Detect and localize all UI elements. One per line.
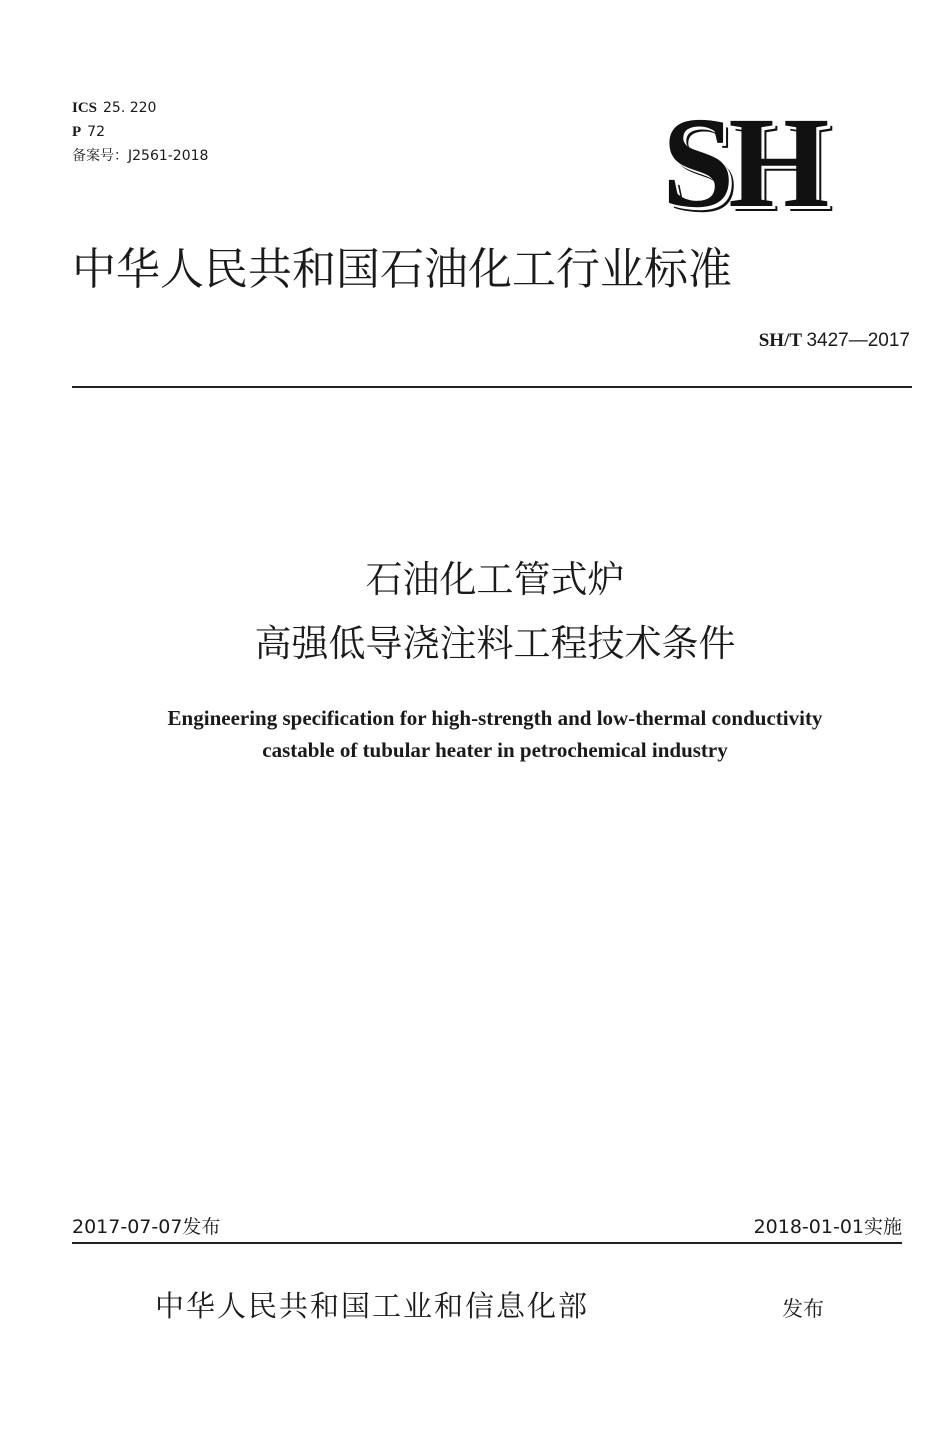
- record-number: 备案号：J2561-2018: [72, 148, 209, 164]
- publish-date: 2017-07-07发布: [72, 1216, 221, 1238]
- class-row: [72, 120, 208, 144]
- standard-number: [759, 330, 910, 352]
- english-title-line-2: castable of tubular heater in petrochemical industry: [262, 738, 728, 762]
- english-title: [0, 702, 950, 766]
- standard-code: 3427—2017: [806, 330, 910, 351]
- chinese-title-line-2: 高强低导浇注料工程技术条件: [254, 622, 736, 665]
- ics-label: ICS: [72, 100, 98, 116]
- bottom-divider: [72, 1242, 902, 1244]
- standard-prefix: SH/T: [758, 330, 802, 351]
- class-label: P: [72, 124, 82, 140]
- ics-row: [72, 96, 208, 120]
- class-value: 72: [87, 124, 105, 140]
- chinese-title-line-1: 石油化工管式炉: [365, 558, 625, 601]
- issue-label: 发布: [782, 1297, 824, 1321]
- issuing-authority: 中华人民共和国工业和信息化部: [155, 1289, 590, 1323]
- ics-value: 25. 220: [103, 100, 157, 116]
- classification-block: [72, 96, 208, 168]
- standard-category-title: 中华人民共和国石油化工行业标准: [72, 244, 732, 295]
- implement-date: 2018-01-01实施: [753, 1216, 902, 1238]
- english-title-line-1: Engineering specification for high-strength and low-thermal conductivity: [167, 706, 823, 730]
- top-divider: [72, 386, 912, 388]
- sh-logo: SH: [662, 104, 824, 222]
- chinese-title: [0, 548, 950, 676]
